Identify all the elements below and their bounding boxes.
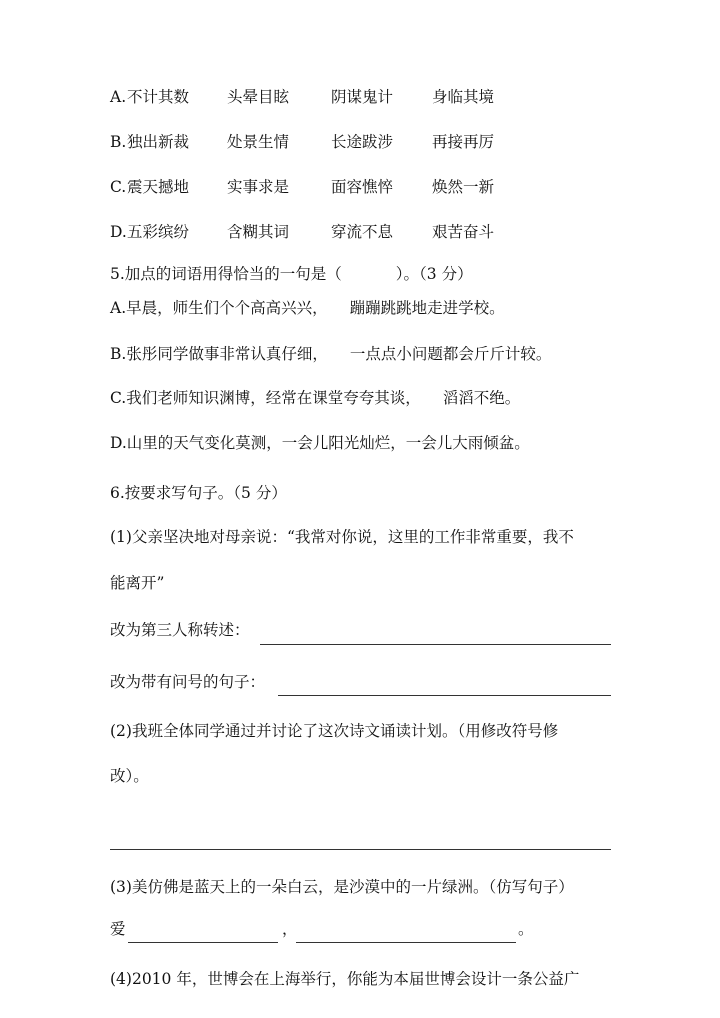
option-label: B. <box>110 133 127 151</box>
option-word: 实事求是 <box>227 178 290 196</box>
option-label: A. <box>110 88 127 106</box>
option-word: 独出新裁 <box>127 133 190 151</box>
third-person-answer-line[interactable] <box>260 644 611 645</box>
option-text: 蹦蹦跳跳地走进学校。 <box>349 299 505 317</box>
option-text: A.早晨，师生们个个高高兴兴， <box>110 299 328 317</box>
option-word: 五彩缤纷 <box>127 223 190 241</box>
part3-answer-line-1[interactable] <box>128 942 278 943</box>
option-label: D. <box>110 223 127 241</box>
option-label: C. <box>110 178 127 196</box>
q5-option-c <box>110 388 520 408</box>
q5-stem <box>110 264 473 284</box>
q6-part4-line1: (4)2010 年，世博会在上海举行，你能为本届世博会设计一条公益广 <box>110 970 580 988</box>
q5-option-d <box>110 433 530 453</box>
q6-part2-line2: 改）。 <box>110 767 149 785</box>
option-text: 一点点小问题都会斤斤计较。 <box>349 345 552 363</box>
option-text: B.张彤同学做事非常认真仔细， <box>110 345 328 363</box>
option-word: 不计其数 <box>127 88 190 106</box>
q5-option-a <box>110 298 505 318</box>
option-text: C.我们老师知识渊博，经常在课堂夸夸其谈， <box>110 389 421 407</box>
q5-option-b <box>110 344 551 364</box>
option-word: 阴谋鬼计 <box>331 88 394 106</box>
option-text: D.山里的天气变化莫测，一会儿阳光灿烂，一会儿大雨倾盆。 <box>110 434 530 452</box>
option-word: 头晕目眩 <box>227 88 290 106</box>
option-word: 震天撼地 <box>127 178 190 196</box>
option-text: 滔滔不绝。 <box>442 389 521 407</box>
q6-part3-period: 。 <box>518 920 534 938</box>
option-word: 再接再厉 <box>432 133 495 151</box>
option-word: 含糊其词 <box>227 223 290 241</box>
option-word: 面容憔悴 <box>331 178 394 196</box>
q6-part1-line2: 能离开” <box>110 574 165 592</box>
q6-title: 6.按要求写句子。（5 分） <box>110 484 287 502</box>
option-word: 穿流不息 <box>331 223 394 241</box>
q6-part2-line1: (2)我班全体同学通过并讨论了这次诗文诵读计划。（用修改符号修 <box>110 722 559 740</box>
third-person-label: 改为第三人称转述： <box>110 621 250 639</box>
option-word: 焕然一新 <box>432 178 495 196</box>
option-word: 长途跋涉 <box>331 133 394 151</box>
q5-stem-after: ）。（3 分） <box>395 265 473 283</box>
q6-part3-ai: 爱 <box>110 920 126 938</box>
q6-part1-line1: (1)父亲坚决地对母亲说：“我常对你说，这里的工作非常重要，我不 <box>110 528 574 546</box>
option-word: 艰苦奋斗 <box>432 223 495 241</box>
q6-part3-comma: ， <box>282 920 298 938</box>
option-word: 处景生情 <box>227 133 290 151</box>
part2-answer-line[interactable] <box>110 849 611 850</box>
q6-part3: (3)美仿佛是蓝天上的一朵白云，是沙漠中的一片绿洲。（仿写句子） <box>110 878 574 896</box>
question-form-label: 改为带有问号的句子： <box>110 673 266 691</box>
option-word: 身临其境 <box>432 88 495 106</box>
part3-answer-line-2[interactable] <box>296 942 516 943</box>
question-form-answer-line[interactable] <box>278 695 611 696</box>
q5-stem-before: 5.加点的词语用得恰当的一句是（ <box>110 265 342 283</box>
